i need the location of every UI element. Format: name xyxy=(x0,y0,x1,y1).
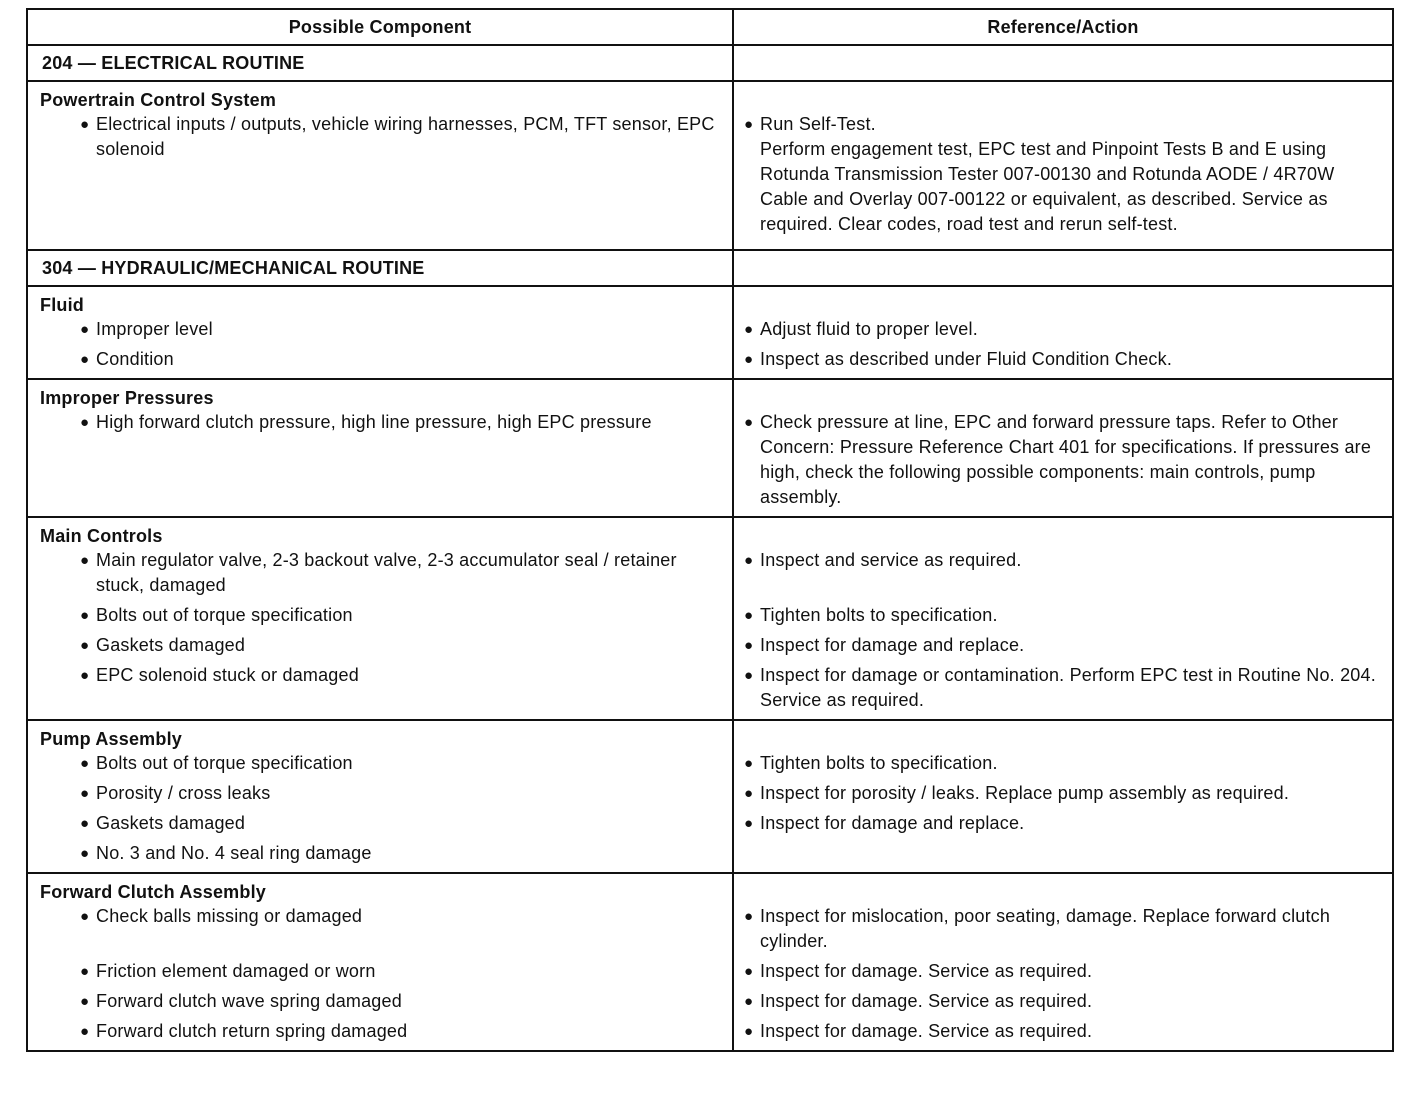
component-item xyxy=(28,347,732,372)
action-item xyxy=(734,1019,1392,1044)
header-possible-component: Possible Component xyxy=(27,9,733,45)
section-title: 304 — HYDRAULIC/MECHANICAL ROUTINE xyxy=(27,250,733,286)
bullet-icon: ● xyxy=(80,552,90,569)
bullet-icon: ● xyxy=(80,637,90,654)
group-title: Powertrain Control System xyxy=(40,90,277,110)
component-text: Improper level xyxy=(96,319,213,339)
component-item xyxy=(28,548,732,598)
component-text: Forward clutch wave spring damaged xyxy=(96,991,402,1011)
bullet-icon: ● xyxy=(80,607,90,624)
group-row-fluid xyxy=(27,286,1393,379)
action-item xyxy=(734,959,1392,984)
action-item xyxy=(734,633,1392,658)
section-title: 204 — ELECTRICAL ROUTINE xyxy=(27,45,733,81)
bullet-icon: ● xyxy=(80,321,90,338)
bullet-icon: ● xyxy=(744,785,754,802)
component-item xyxy=(28,841,732,866)
action-item xyxy=(734,781,1392,806)
bullet-icon: ● xyxy=(744,993,754,1010)
action-text: Inspect as described under Fluid Condition Check. xyxy=(760,349,1173,369)
bullet-icon: ● xyxy=(80,963,90,980)
action-item xyxy=(734,112,1392,243)
action-item xyxy=(734,410,1392,510)
group-row-forward-clutch xyxy=(27,873,1393,1051)
bullet-icon: ● xyxy=(80,755,90,772)
action-item xyxy=(734,811,1392,836)
action-cell xyxy=(733,517,1393,720)
action-text: Inspect for porosity / leaks. Replace pump assembly as required. xyxy=(760,783,1290,803)
section-empty-cell xyxy=(733,250,1393,286)
component-text: EPC solenoid stuck or damaged xyxy=(96,665,359,685)
group-row-improper-pressures xyxy=(27,379,1393,517)
action-item xyxy=(734,548,1392,598)
action-text: Tighten bolts to specification. xyxy=(760,753,998,773)
action-cell xyxy=(733,873,1393,1051)
bullet-icon: ● xyxy=(744,351,754,368)
bullet-icon: ● xyxy=(744,963,754,980)
group-title: Forward Clutch Assembly xyxy=(40,882,266,902)
bullet-icon: ● xyxy=(744,1023,754,1040)
group-row-powertrain xyxy=(27,81,1393,250)
bullet-icon: ● xyxy=(80,667,90,684)
action-cell xyxy=(733,286,1393,379)
component-item xyxy=(28,781,732,806)
component-item xyxy=(28,904,732,954)
component-text: Check balls missing or damaged xyxy=(96,906,363,926)
section-empty-cell xyxy=(733,45,1393,81)
action-text: Adjust fluid to proper level. xyxy=(760,319,978,339)
group-title: Main Controls xyxy=(40,526,163,546)
bullet-icon: ● xyxy=(744,637,754,654)
component-text: Gaskets damaged xyxy=(96,635,246,655)
group-row-pump-assembly xyxy=(27,720,1393,873)
action-detail-text: Perform engagement test, EPC test and Pinpoint Tests B and E using Rotunda Transmission Tester 007-00130 and Rotunda AODE / 4R70W Cable and Overlay 007-00122 or equivalent, as described. Service as required. Clear codes, road test and rerun self-test. xyxy=(760,139,1335,234)
action-text: Inspect for damage. Service as required. xyxy=(760,991,1093,1011)
component-text: Main regulator valve, 2-3 backout valve, 2-3 accumulator seal / retainer stuck, damaged xyxy=(96,550,677,595)
component-item xyxy=(28,410,732,435)
bullet-icon: ● xyxy=(744,552,754,569)
component-text: No. 3 and No. 4 seal ring damage xyxy=(96,843,372,863)
component-text: Bolts out of torque specification xyxy=(96,753,353,773)
component-item xyxy=(28,317,732,342)
action-text: Inspect for damage and replace. xyxy=(760,635,1025,655)
component-text: Bolts out of torque specification xyxy=(96,605,353,625)
action-text: Inspect for damage and replace. xyxy=(760,813,1025,833)
action-item xyxy=(734,603,1392,628)
component-text: Gaskets damaged xyxy=(96,813,246,833)
component-cell xyxy=(27,379,733,517)
component-item xyxy=(28,811,732,836)
action-text: Inspect for damage. Service as required. xyxy=(760,1021,1093,1041)
component-text: High forward clutch pressure, high line pressure, high EPC pressure xyxy=(96,412,652,432)
action-text: Inspect for mislocation, poor seating, damage. Replace forward clutch cylinder. xyxy=(760,906,1331,951)
component-cell xyxy=(27,81,733,250)
component-item xyxy=(28,663,732,688)
component-cell xyxy=(27,517,733,720)
bullet-icon: ● xyxy=(80,815,90,832)
bullet-icon: ● xyxy=(744,414,754,431)
action-item xyxy=(734,751,1392,776)
bullet-icon: ● xyxy=(744,321,754,338)
component-item xyxy=(28,603,732,628)
action-text: Check pressure at line, EPC and forward pressure taps. Refer to Other Concern: Pressure Reference Chart 401 for specifications. If pressures are high, check the following possible components: main controls, pump assembly. xyxy=(760,412,1372,507)
header-row xyxy=(27,9,1393,45)
action-cell xyxy=(733,81,1393,250)
group-title: Pump Assembly xyxy=(40,729,182,749)
component-cell xyxy=(27,286,733,379)
action-text: Run Self-Test. xyxy=(760,114,876,134)
bullet-icon: ● xyxy=(80,845,90,862)
action-item xyxy=(734,904,1392,954)
bullet-icon: ● xyxy=(744,815,754,832)
component-text: Forward clutch return spring damaged xyxy=(96,1021,408,1041)
group-title: Improper Pressures xyxy=(40,388,214,408)
component-text: Porosity / cross leaks xyxy=(96,783,271,803)
bullet-icon: ● xyxy=(744,755,754,772)
section-row-204 xyxy=(27,45,1393,81)
component-text: Electrical inputs / outputs, vehicle wiring harnesses, PCM, TFT sensor, EPC solenoid xyxy=(96,114,715,159)
component-item xyxy=(28,633,732,658)
bullet-icon: ● xyxy=(80,993,90,1010)
action-text: Inspect and service as required. xyxy=(760,550,1022,570)
bullet-icon: ● xyxy=(80,351,90,368)
bullet-icon: ● xyxy=(80,1023,90,1040)
header-reference-action: Reference/Action xyxy=(733,9,1393,45)
component-text: Friction element damaged or worn xyxy=(96,961,376,981)
action-text: Inspect for damage or contamination. Perform EPC test in Routine No. 204. Service as required. xyxy=(760,665,1376,710)
action-cell xyxy=(733,379,1393,517)
component-item xyxy=(28,959,732,984)
action-item xyxy=(734,317,1392,342)
bullet-icon: ● xyxy=(80,908,90,925)
bullet-icon: ● xyxy=(744,908,754,925)
bullet-icon: ● xyxy=(744,116,754,133)
bullet-icon: ● xyxy=(80,414,90,431)
diagnosis-table xyxy=(26,8,1394,1052)
component-text: Condition xyxy=(96,349,174,369)
bullet-icon: ● xyxy=(744,607,754,624)
action-item xyxy=(734,989,1392,1014)
action-text: Tighten bolts to specification. xyxy=(760,605,998,625)
component-item xyxy=(28,989,732,1014)
group-row-main-controls xyxy=(27,517,1393,720)
diagnosis-table-sheet xyxy=(26,8,1392,1052)
component-cell xyxy=(27,873,733,1051)
action-item xyxy=(734,347,1392,372)
component-item xyxy=(28,112,732,162)
action-cell xyxy=(733,720,1393,873)
bullet-icon: ● xyxy=(80,116,90,133)
action-item xyxy=(734,663,1392,713)
component-item xyxy=(28,1019,732,1044)
bullet-icon: ● xyxy=(744,667,754,684)
section-row-304 xyxy=(27,250,1393,286)
action-text: Inspect for damage. Service as required. xyxy=(760,961,1093,981)
bullet-icon: ● xyxy=(80,785,90,802)
component-item xyxy=(28,751,732,776)
component-cell xyxy=(27,720,733,873)
group-title: Fluid xyxy=(40,295,84,315)
